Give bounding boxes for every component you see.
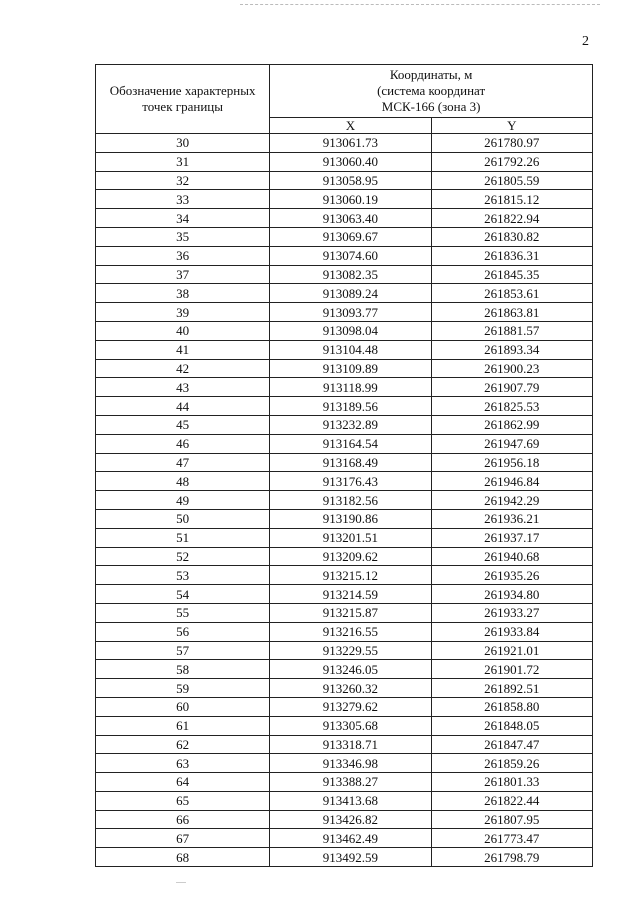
header-coordinates-line2: (система координат bbox=[377, 83, 486, 98]
cell-x: 913492.59 bbox=[270, 848, 431, 867]
cell-point: 50 bbox=[96, 509, 270, 528]
cell-y: 261893.34 bbox=[431, 340, 592, 359]
cell-x: 913229.55 bbox=[270, 641, 431, 660]
cell-point: 43 bbox=[96, 378, 270, 397]
cell-point: 52 bbox=[96, 547, 270, 566]
table-row bbox=[96, 528, 593, 547]
table-row bbox=[96, 303, 593, 322]
cell-point: 32 bbox=[96, 171, 270, 190]
table-row bbox=[96, 340, 593, 359]
cell-x: 913232.89 bbox=[270, 415, 431, 434]
cell-x: 913061.73 bbox=[270, 134, 431, 153]
cell-point: 31 bbox=[96, 152, 270, 171]
cell-x: 913063.40 bbox=[270, 209, 431, 228]
header-coordinates-line1: Координаты, м bbox=[389, 67, 473, 82]
cell-point: 65 bbox=[96, 791, 270, 810]
cell-x: 913060.19 bbox=[270, 190, 431, 209]
table-body bbox=[96, 134, 593, 867]
table-row bbox=[96, 491, 593, 510]
cell-point: 53 bbox=[96, 566, 270, 585]
cell-y: 261900.23 bbox=[431, 359, 592, 378]
page-number: 2 bbox=[582, 34, 589, 49]
cell-y: 261956.18 bbox=[431, 453, 592, 472]
cell-point: 60 bbox=[96, 697, 270, 716]
cell-x: 913082.35 bbox=[270, 265, 431, 284]
cell-y: 261773.47 bbox=[431, 829, 592, 848]
table-row bbox=[96, 246, 593, 265]
cell-x: 913216.55 bbox=[270, 622, 431, 641]
cell-x: 913305.68 bbox=[270, 716, 431, 735]
table-row bbox=[96, 810, 593, 829]
cell-y: 261942.29 bbox=[431, 491, 592, 510]
cell-y: 261935.26 bbox=[431, 566, 592, 585]
table-row bbox=[96, 829, 593, 848]
table-row bbox=[96, 378, 593, 397]
cell-point: 35 bbox=[96, 227, 270, 246]
cell-point: 55 bbox=[96, 603, 270, 622]
table-row bbox=[96, 190, 593, 209]
cell-y: 261845.35 bbox=[431, 265, 592, 284]
cell-x: 913093.77 bbox=[270, 303, 431, 322]
table-row bbox=[96, 566, 593, 585]
cell-x: 913182.56 bbox=[270, 491, 431, 510]
header-x: X bbox=[270, 118, 431, 134]
cell-point: 47 bbox=[96, 453, 270, 472]
table-row bbox=[96, 415, 593, 434]
cell-point: 64 bbox=[96, 773, 270, 792]
cell-y: 261853.61 bbox=[431, 284, 592, 303]
table-row bbox=[96, 152, 593, 171]
cell-y: 261863.81 bbox=[431, 303, 592, 322]
cell-point: 46 bbox=[96, 434, 270, 453]
table-row bbox=[96, 547, 593, 566]
cell-y: 261847.47 bbox=[431, 735, 592, 754]
cell-x: 913215.87 bbox=[270, 603, 431, 622]
header-coordinates-line3: МСК-166 (зона 3) bbox=[381, 99, 481, 114]
cell-y: 261937.17 bbox=[431, 528, 592, 547]
cell-y: 261807.95 bbox=[431, 810, 592, 829]
cell-y: 261780.97 bbox=[431, 134, 592, 153]
cell-y: 261933.84 bbox=[431, 622, 592, 641]
cell-x: 913109.89 bbox=[270, 359, 431, 378]
cell-y: 261947.69 bbox=[431, 434, 592, 453]
cell-point: 36 bbox=[96, 246, 270, 265]
cell-y: 261901.72 bbox=[431, 660, 592, 679]
cell-x: 913074.60 bbox=[270, 246, 431, 265]
cell-x: 913426.82 bbox=[270, 810, 431, 829]
table-row bbox=[96, 773, 593, 792]
cell-point: 56 bbox=[96, 622, 270, 641]
scan-bottom-mark bbox=[176, 882, 186, 883]
cell-y: 261921.01 bbox=[431, 641, 592, 660]
cell-y: 261946.84 bbox=[431, 472, 592, 491]
cell-x: 913260.32 bbox=[270, 679, 431, 698]
table-row bbox=[96, 791, 593, 810]
cell-x: 913279.62 bbox=[270, 697, 431, 716]
cell-x: 913346.98 bbox=[270, 754, 431, 773]
table-row bbox=[96, 735, 593, 754]
cell-y: 261862.99 bbox=[431, 415, 592, 434]
table-row bbox=[96, 754, 593, 773]
table-row bbox=[96, 679, 593, 698]
cell-x: 913118.99 bbox=[270, 378, 431, 397]
cell-x: 913215.12 bbox=[270, 566, 431, 585]
table-row bbox=[96, 585, 593, 604]
cell-x: 913164.54 bbox=[270, 434, 431, 453]
table-row bbox=[96, 472, 593, 491]
cell-point: 63 bbox=[96, 754, 270, 773]
cell-x: 913060.40 bbox=[270, 152, 431, 171]
cell-y: 261936.21 bbox=[431, 509, 592, 528]
cell-point: 48 bbox=[96, 472, 270, 491]
table-row bbox=[96, 660, 593, 679]
table-row bbox=[96, 321, 593, 340]
cell-x: 913201.51 bbox=[270, 528, 431, 547]
header-coordinates bbox=[270, 65, 593, 118]
cell-y: 261907.79 bbox=[431, 378, 592, 397]
cell-y: 261892.51 bbox=[431, 679, 592, 698]
cell-y: 261836.31 bbox=[431, 246, 592, 265]
table-row bbox=[96, 209, 593, 228]
table-row bbox=[96, 509, 593, 528]
cell-point: 39 bbox=[96, 303, 270, 322]
cell-point: 42 bbox=[96, 359, 270, 378]
table-row bbox=[96, 227, 593, 246]
table-row bbox=[96, 697, 593, 716]
cell-y: 261830.82 bbox=[431, 227, 592, 246]
cell-y: 261934.80 bbox=[431, 585, 592, 604]
cell-point: 44 bbox=[96, 397, 270, 416]
table-row bbox=[96, 171, 593, 190]
cell-x: 913246.05 bbox=[270, 660, 431, 679]
table-row bbox=[96, 265, 593, 284]
cell-y: 261881.57 bbox=[431, 321, 592, 340]
cell-point: 54 bbox=[96, 585, 270, 604]
cell-y: 261815.12 bbox=[431, 190, 592, 209]
coordinates-table bbox=[95, 64, 593, 867]
cell-x: 913388.27 bbox=[270, 773, 431, 792]
cell-point: 40 bbox=[96, 321, 270, 340]
table-row bbox=[96, 434, 593, 453]
cell-y: 261858.80 bbox=[431, 697, 592, 716]
cell-point: 66 bbox=[96, 810, 270, 829]
cell-y: 261859.26 bbox=[431, 754, 592, 773]
cell-x: 913168.49 bbox=[270, 453, 431, 472]
cell-y: 261940.68 bbox=[431, 547, 592, 566]
cell-point: 61 bbox=[96, 716, 270, 735]
scan-top-marks bbox=[240, 4, 600, 9]
cell-y: 261933.27 bbox=[431, 603, 592, 622]
table-row bbox=[96, 134, 593, 153]
cell-x: 913190.86 bbox=[270, 509, 431, 528]
cell-point: 45 bbox=[96, 415, 270, 434]
cell-point: 68 bbox=[96, 848, 270, 867]
cell-point: 41 bbox=[96, 340, 270, 359]
table-row bbox=[96, 848, 593, 867]
header-point-designation: Обозначение характерных точек границы bbox=[96, 65, 270, 134]
table-header-row bbox=[96, 65, 593, 118]
header-y: Y bbox=[431, 118, 592, 134]
cell-x: 913069.67 bbox=[270, 227, 431, 246]
cell-point: 49 bbox=[96, 491, 270, 510]
cell-point: 62 bbox=[96, 735, 270, 754]
cell-x: 913104.48 bbox=[270, 340, 431, 359]
cell-point: 57 bbox=[96, 641, 270, 660]
cell-y: 261848.05 bbox=[431, 716, 592, 735]
cell-y: 261825.53 bbox=[431, 397, 592, 416]
cell-y: 261792.26 bbox=[431, 152, 592, 171]
cell-y: 261798.79 bbox=[431, 848, 592, 867]
cell-y: 261801.33 bbox=[431, 773, 592, 792]
cell-point: 38 bbox=[96, 284, 270, 303]
cell-point: 37 bbox=[96, 265, 270, 284]
cell-x: 913098.04 bbox=[270, 321, 431, 340]
cell-x: 913413.68 bbox=[270, 791, 431, 810]
cell-point: 33 bbox=[96, 190, 270, 209]
cell-point: 59 bbox=[96, 679, 270, 698]
cell-point: 58 bbox=[96, 660, 270, 679]
cell-x: 913058.95 bbox=[270, 171, 431, 190]
table-row bbox=[96, 641, 593, 660]
cell-y: 261822.44 bbox=[431, 791, 592, 810]
table-row bbox=[96, 716, 593, 735]
table-row bbox=[96, 284, 593, 303]
cell-y: 261822.94 bbox=[431, 209, 592, 228]
cell-y: 261805.59 bbox=[431, 171, 592, 190]
table-row bbox=[96, 603, 593, 622]
table-row bbox=[96, 359, 593, 378]
cell-x: 913209.62 bbox=[270, 547, 431, 566]
cell-x: 913189.56 bbox=[270, 397, 431, 416]
cell-x: 913089.24 bbox=[270, 284, 431, 303]
table-row bbox=[96, 453, 593, 472]
cell-point: 67 bbox=[96, 829, 270, 848]
cell-point: 30 bbox=[96, 134, 270, 153]
cell-point: 51 bbox=[96, 528, 270, 547]
table-row bbox=[96, 397, 593, 416]
cell-x: 913462.49 bbox=[270, 829, 431, 848]
cell-point: 34 bbox=[96, 209, 270, 228]
cell-x: 913214.59 bbox=[270, 585, 431, 604]
cell-x: 913318.71 bbox=[270, 735, 431, 754]
cell-x: 913176.43 bbox=[270, 472, 431, 491]
table-row bbox=[96, 622, 593, 641]
